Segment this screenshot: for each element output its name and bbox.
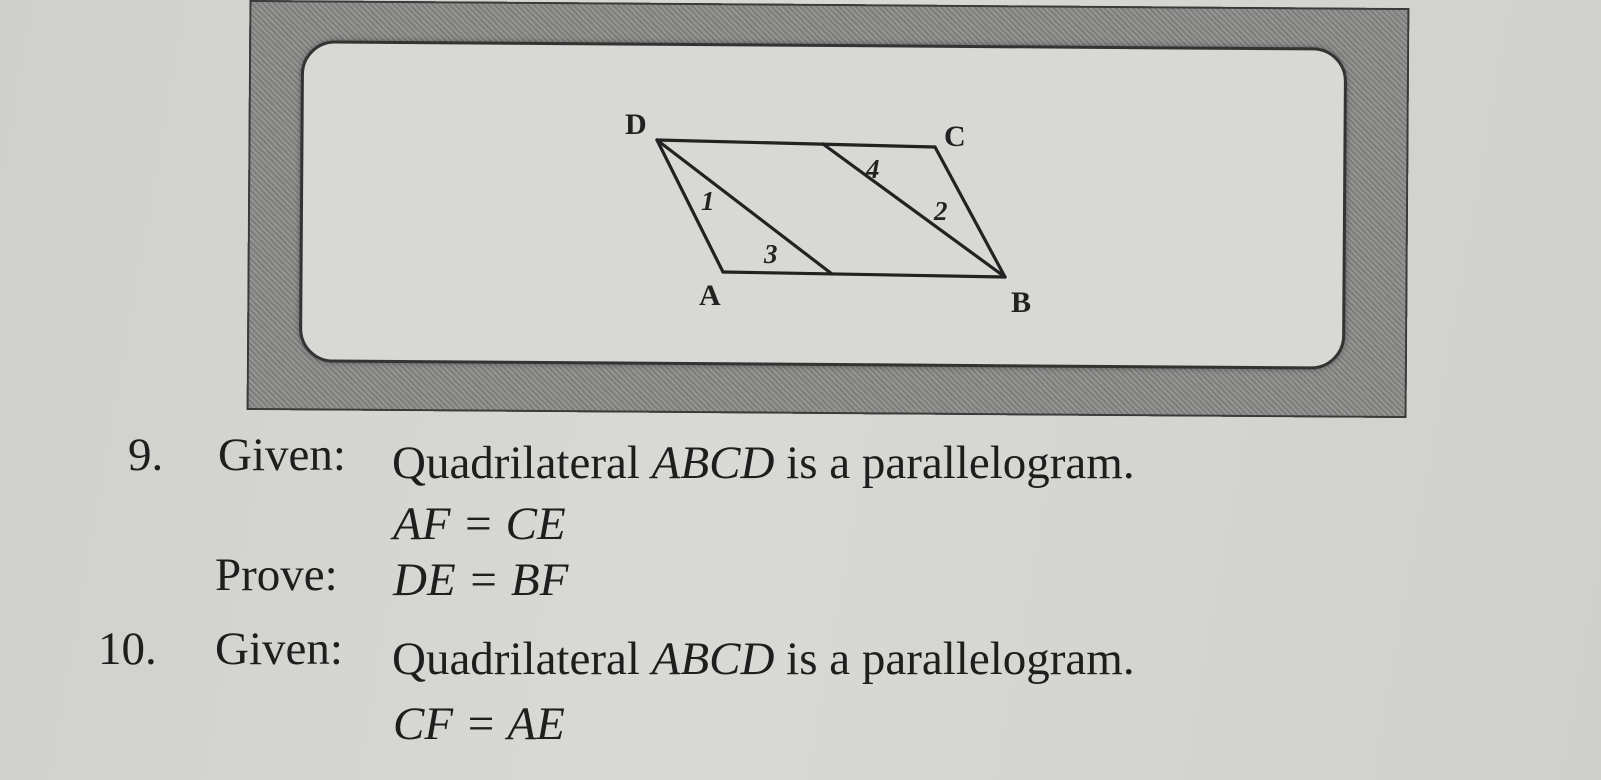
prove-label: Prove: — [215, 549, 338, 601]
given-condition: AF = CE — [393, 498, 566, 550]
given-label: Given: — [218, 429, 346, 481]
problem-number: 9. — [128, 429, 164, 481]
given-label: Given: — [215, 623, 343, 675]
vertex-label-C: C — [944, 120, 966, 153]
angle-label-4: 4 — [866, 154, 880, 184]
angle-label-2: 2 — [934, 196, 948, 226]
given-statement: Quadrilateral ABCD is a parallelogram. — [392, 437, 1135, 489]
vertex-label-B: B — [1011, 286, 1032, 319]
angle-label-3: 3 — [764, 239, 778, 269]
given-condition: CF = AE — [393, 698, 565, 750]
given-statement: Quadrilateral ABCD is a parallelogram. — [392, 633, 1135, 685]
angle-label-1: 1 — [701, 186, 715, 216]
vertex-label-A: A — [699, 279, 721, 312]
prove-statement: DE = BF — [393, 554, 569, 606]
problem-number: 10. — [98, 623, 157, 675]
vertex-label-D: D — [625, 108, 647, 141]
